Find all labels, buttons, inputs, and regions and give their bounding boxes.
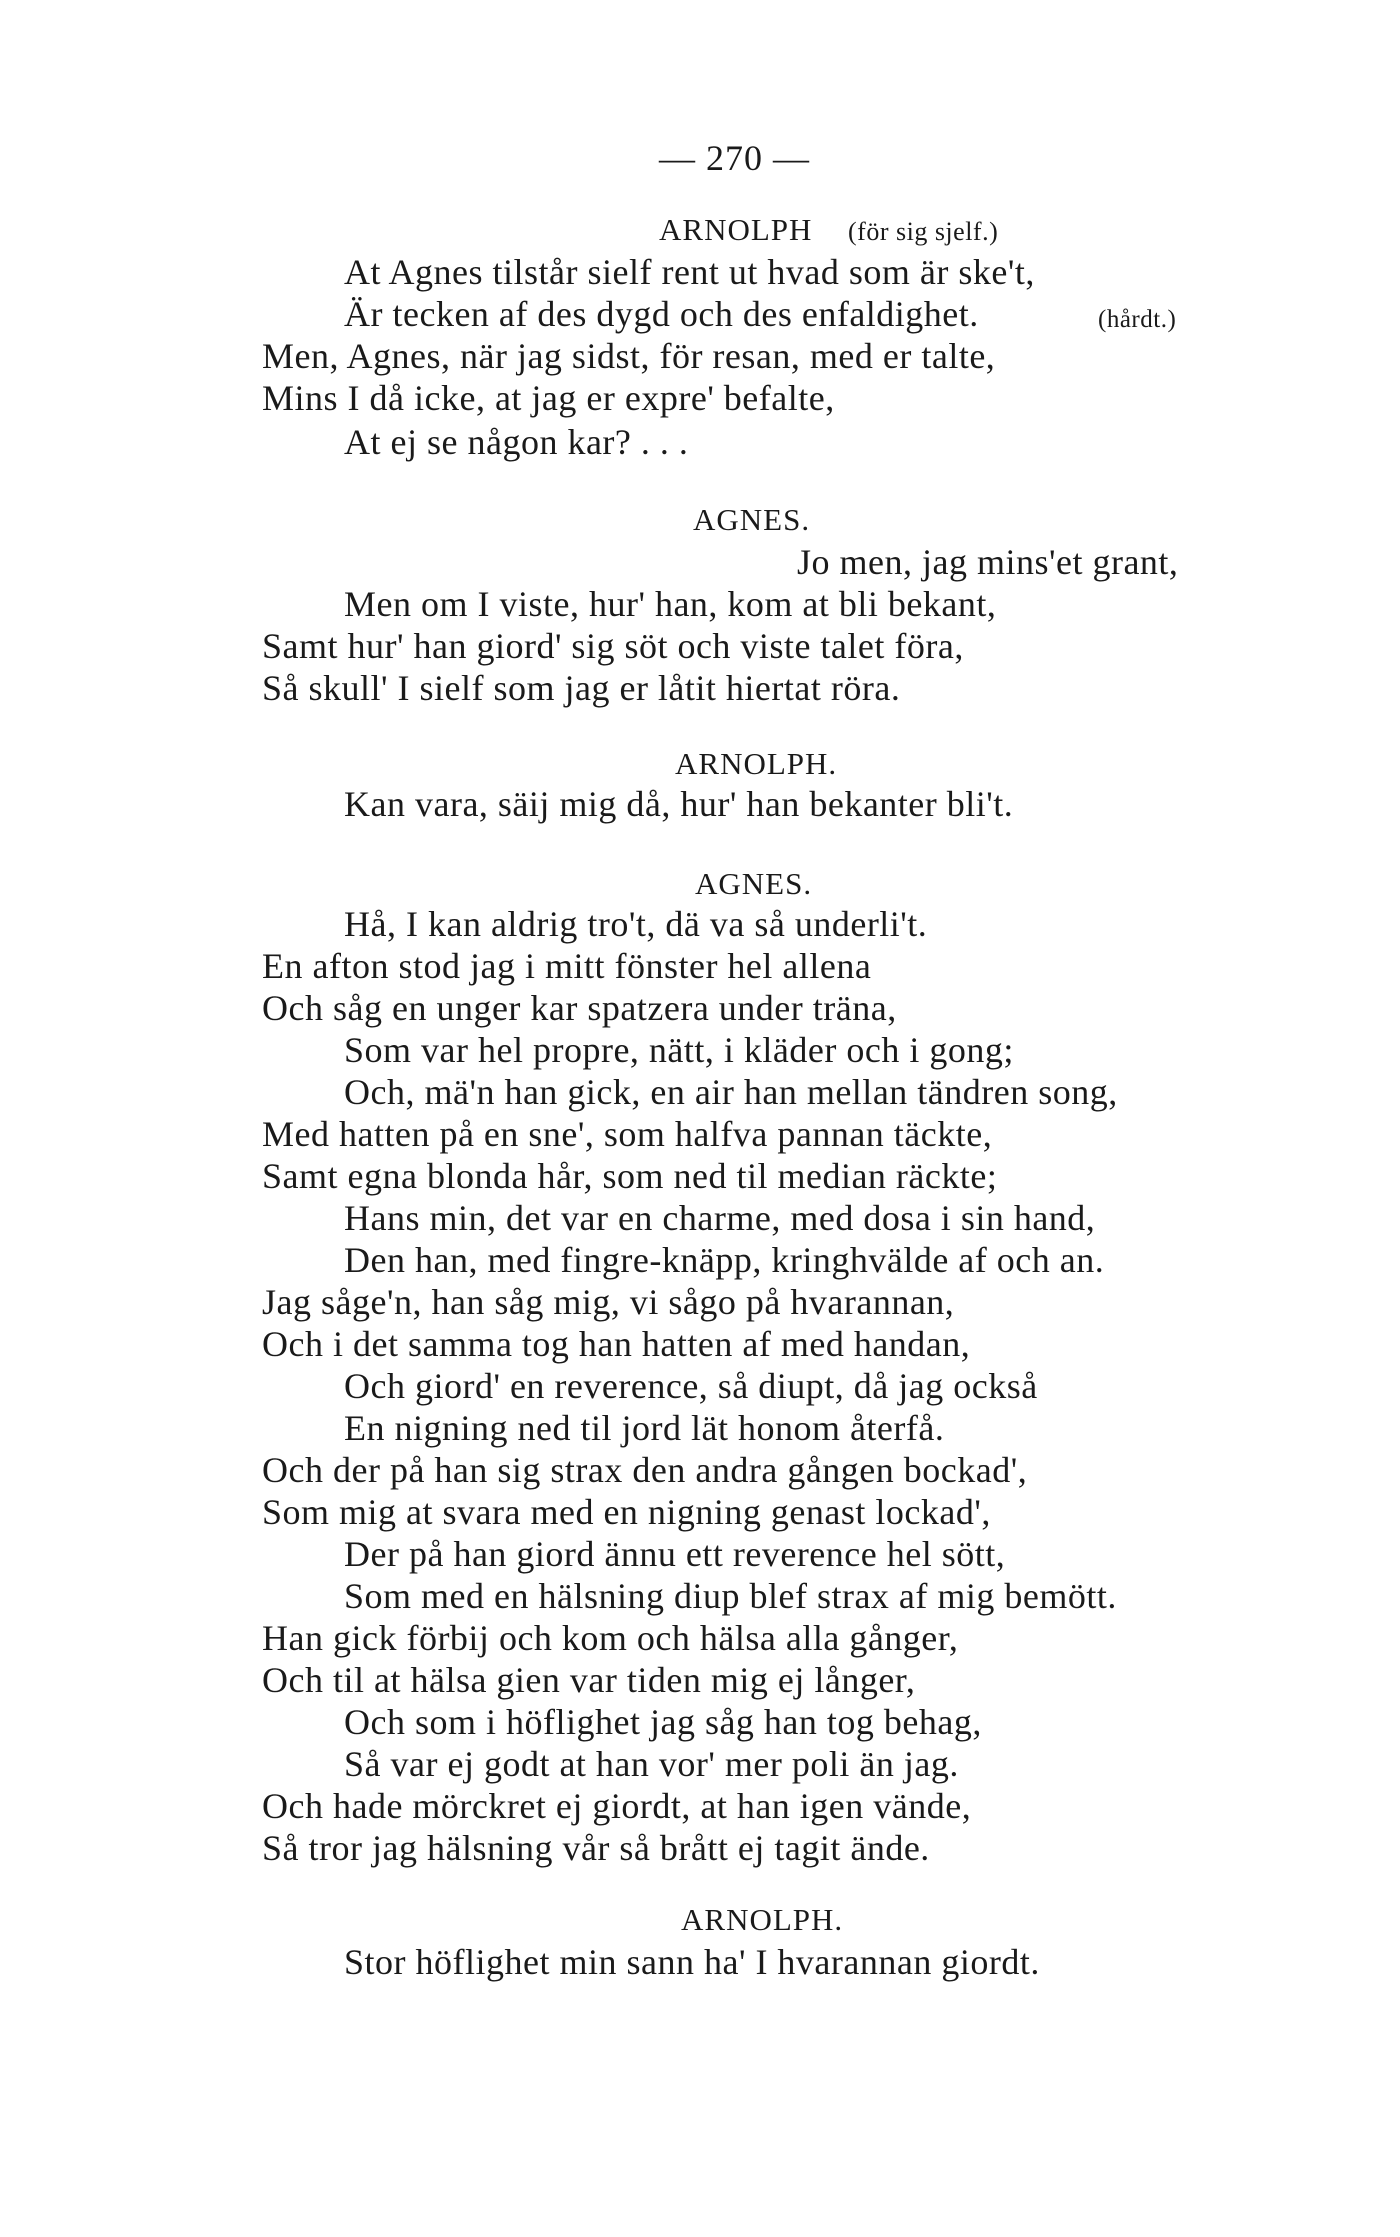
verse-line: Med hatten på en sne', som halfva pannan täckte, — [262, 1114, 993, 1154]
verse-line: Hans min, det var en charme, med dosa i sin hand, — [344, 1198, 1096, 1238]
verse-line: Så tror jag hälsning vår så brått ej tagit ände. — [262, 1828, 930, 1868]
verse-line: Som mig at svara med en nigning genast lockad', — [262, 1492, 991, 1532]
verse-line: Mins I då icke, at jag er expre' befalte, — [262, 378, 835, 418]
stage-direction: (hårdt.) — [1098, 306, 1177, 333]
verse-line: Och giord' en reverence, så diupt, då jag också — [344, 1366, 1038, 1406]
verse-line: Och hade mörckret ej giordt, at han igen vände, — [262, 1786, 972, 1826]
verse-line: Jag såge'n, han såg mig, vi sågo på hvarannan, — [262, 1282, 955, 1322]
verse-line: Stor höflighet min sann ha' I hvarannan giordt. — [344, 1942, 1040, 1982]
verse-line: Men om I viste, hur' han, kom at bli bekant, — [344, 584, 997, 624]
verse-line: Han gick förbij och kom och hälsa alla gånger, — [262, 1618, 959, 1658]
verse-line: Och til at hälsa gien var tiden mig ej långer, — [262, 1660, 916, 1700]
verse-line: En afton stod jag i mitt fönster hel allena — [262, 946, 872, 986]
verse-line: Och såg en unger kar spatzera under träna, — [262, 988, 897, 1028]
page-number: — 270 — — [659, 138, 810, 178]
verse-line: Den han, med fingre-knäpp, kringhvälde af och an. — [344, 1240, 1105, 1280]
stage-direction: (för sig sjelf.) — [848, 217, 999, 246]
verse-line: Så var ej godt at han vor' mer poli än jag. — [344, 1744, 959, 1784]
verse-line: Som var hel propre, nätt, i kläder och i gong; — [344, 1030, 1014, 1070]
speaker-heading: ARNOLPH. — [675, 746, 838, 781]
verse-line: Der på han giord ännu ett reverence hel sött, — [344, 1534, 1006, 1574]
speaker-heading: AGNES. — [695, 866, 813, 901]
verse-line: Jo men, jag mins'et grant, — [797, 542, 1179, 582]
verse-line: Är tecken af des dygd och des enfaldighet. — [344, 294, 979, 334]
verse-line: Men, Agnes, när jag sidst, för resan, med er talte, — [262, 336, 996, 376]
verse-line: Och, mä'n han gick, en air han mellan tändren song, — [344, 1072, 1118, 1112]
verse-line: Som med en hälsning diup blef strax af mig bemött. — [344, 1576, 1117, 1616]
verse-line: Och i det samma tog han hatten af med handan, — [262, 1324, 971, 1364]
verse-line: Och som i höflighet jag såg han tog behag, — [344, 1702, 982, 1742]
verse-line: Och der på han sig strax den andra gången bockad', — [262, 1450, 1028, 1490]
speaker-heading: AGNES. — [693, 502, 811, 537]
verse-line: Så skull' I sielf som jag er låtit hiertat röra. — [262, 668, 901, 708]
verse-line: En nigning ned til jord lät honom återfå. — [344, 1408, 945, 1448]
verse-line: At Agnes tilstår sielf rent ut hvad som är ske't, — [344, 252, 1035, 292]
verse-line: At ej se någon kar? . . . — [344, 422, 689, 462]
verse-line: Samt egna blonda hår, som ned til median räckte; — [262, 1156, 998, 1196]
verse-line: Kan vara, säij mig då, hur' han bekanter bli't. — [344, 784, 1014, 824]
speaker-heading: ARNOLPH. — [681, 1902, 844, 1937]
verse-line: Samt hur' han giord' sig söt och viste talet föra, — [262, 626, 964, 666]
verse-line: Hå, I kan aldrig tro't, dä va så underli't. — [344, 904, 928, 944]
speaker-heading: ARNOLPH — [659, 212, 813, 247]
